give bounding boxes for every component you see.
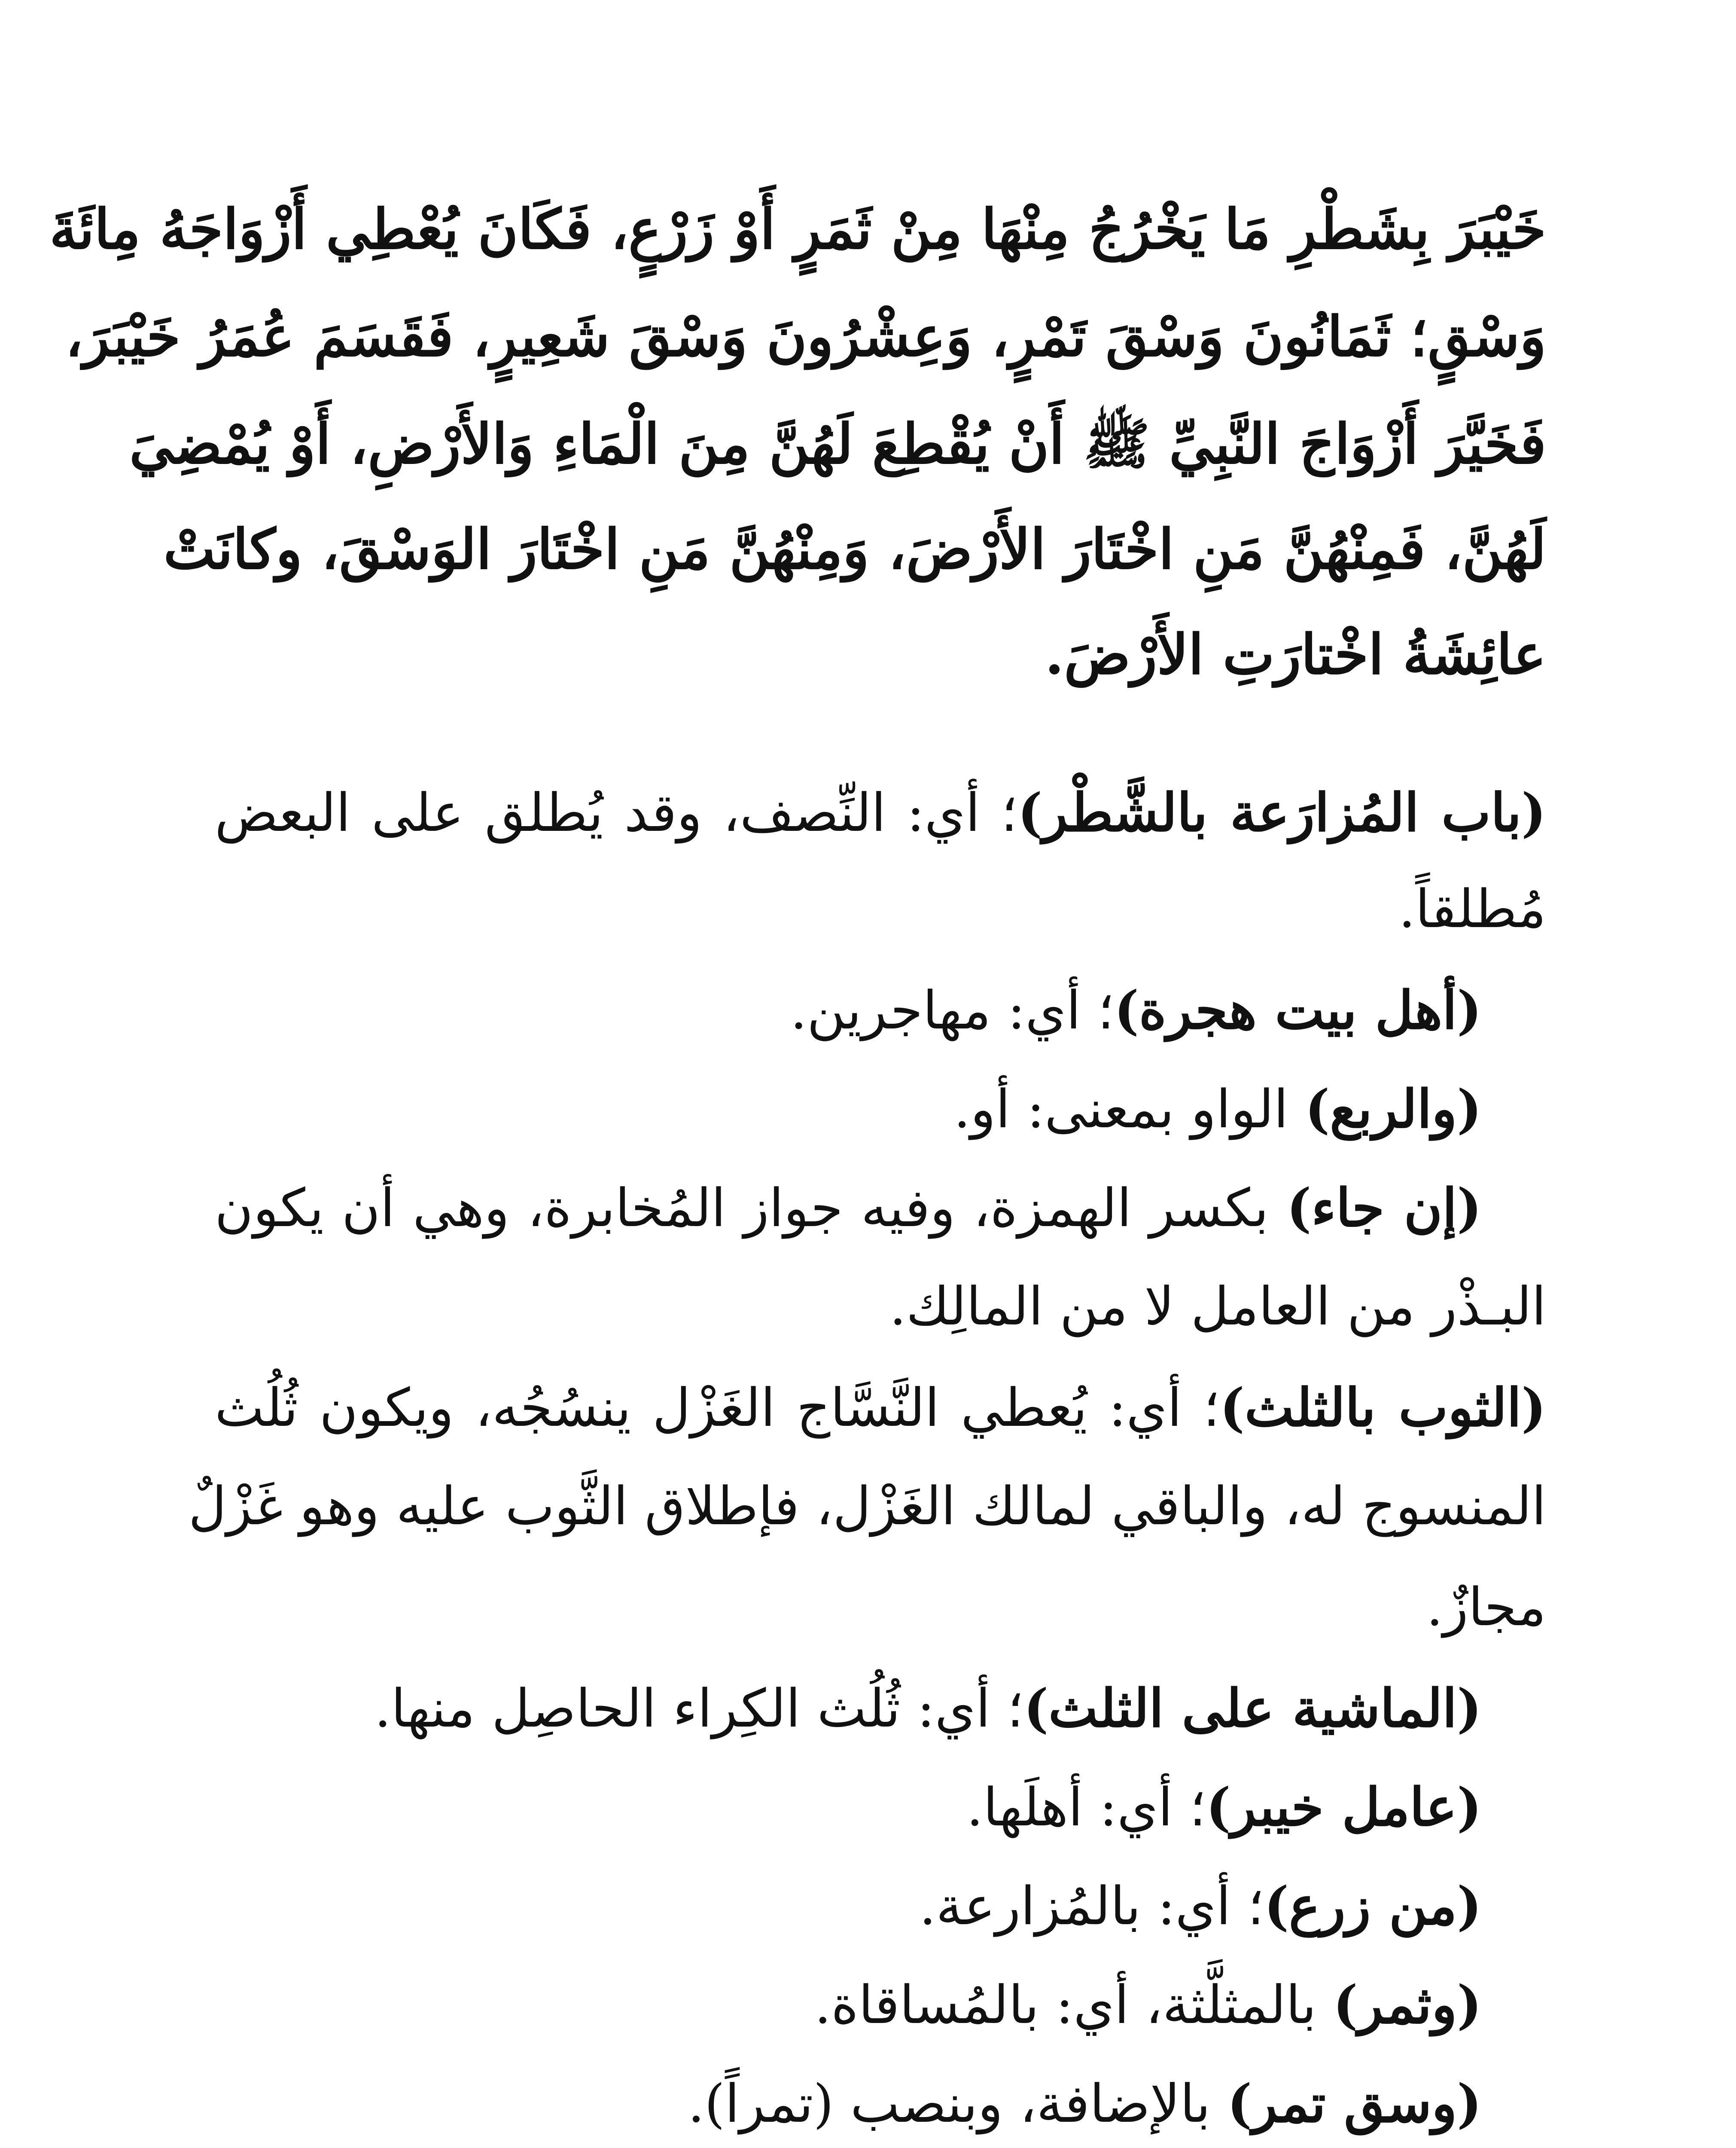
commentary-term: (أهل بيت هجرة) <box>1114 979 1482 1041</box>
commentary-text: بالإضافة، وبنصب (تمراً). <box>688 2073 1227 2134</box>
commentary-term: (الماشية على الثلث) <box>1023 1677 1482 1739</box>
commentary-text: ؛ أي: يُعطي النَّسَّاج الغَزْل ينسُجُه، ويكون ثُلُث <box>215 1377 1220 1438</box>
commentary-text: ؛ أي: بالمُزارعة. <box>919 1876 1264 1937</box>
commentary-text: بالمثلَّثة، أي: بالمُساقاة. <box>814 1974 1333 2035</box>
commentary-term: (عامل خيبر) <box>1206 1776 1482 1838</box>
commentary-line <box>215 1177 1546 1239</box>
commentary-line <box>215 1776 1546 1838</box>
commentary-term: (إن جاء) <box>1286 1177 1482 1239</box>
commentary-term: (من زرع) <box>1264 1875 1482 1937</box>
commentary-line <box>215 1875 1546 1937</box>
commentary-text: مُطلقاً. <box>1398 879 1546 940</box>
commentary-text: البـذْر من العامل لا من المالِك. <box>889 1276 1546 1337</box>
commentary-line <box>215 979 1546 1041</box>
hadith-line: فَخَيَّرَ أَزْوَاجَ النَّبِيِّ ﷺ أَنْ يُقْطِعَ لَهُنَّ مِنَ الْمَاءِ وَالأَرْضِ، أَوْ يُمْضِيَ <box>129 412 1546 476</box>
commentary-text: بكسر الهمزة، وفيه جواز المُخابرة، وهي أن يكون <box>215 1178 1287 1239</box>
hadith-line: لَهُنَّ، فَمِنْهُنَّ مَنِ اخْتَارَ الأَرْضَ، وَمِنْهُنَّ مَنِ اخْتَارَ الوَسْقَ، وكانَتْ <box>163 517 1546 582</box>
commentary-text: الواو بمعنى: أو. <box>953 1079 1305 1140</box>
commentary-term: (الثوب بالثلث) <box>1220 1376 1546 1438</box>
commentary-term: (والربع) <box>1305 1078 1482 1140</box>
commentary-text: مجازٌ. <box>1426 1577 1546 1638</box>
commentary-text: ؛ أي: النِّصف، وقد يُطلق على البعض <box>215 782 1018 843</box>
commentary-text: ؛ أي: أهلَها. <box>966 1777 1206 1838</box>
commentary-term: (وثمر) <box>1333 1974 1482 2035</box>
commentary-text: ؛ أي: ثُلُث الكِراء الحاصِل منها. <box>374 1678 1024 1739</box>
commentary-line <box>215 1376 1546 1438</box>
commentary-line <box>215 781 1546 843</box>
commentary-term: (وسق تمر) <box>1227 2072 1482 2134</box>
commentary-text: ؛ أي: مهاجرين. <box>790 980 1115 1041</box>
commentary-line <box>188 1476 1546 1537</box>
hadith-line: عائِشَةُ اخْتارَتِ الأَرْضَ. <box>1045 622 1546 687</box>
commentary-line <box>215 879 1546 940</box>
commentary-line <box>215 1577 1546 1638</box>
commentary-text: المنسوج له، والباقي لمالك الغَزْل، فإطلاق الثَّوب عليه وهو غَزْلٌ <box>188 1476 1546 1537</box>
commentary-line <box>215 2072 1546 2134</box>
commentary-term: (باب المُزارَعة بالشَّطْر) <box>1017 781 1546 843</box>
commentary-line <box>215 1974 1546 2035</box>
hadith-line: وَسْقٍ؛ ثَمَانُونَ وَسْقَ تَمْرٍ، وَعِشْرُونَ وَسْقَ شَعِيرٍ، فَقَسَمَ عُمَرُ خَيْبَرَ، <box>65 305 1546 369</box>
hadith-line: خَيْبَرَ بِشَطْرِ مَا يَخْرُجُ مِنْهَا مِنْ ثَمَرٍ أَوْ زَرْعٍ، فَكَانَ يُعْطِي أَزْوَاجَهُ مِائَةَ <box>49 197 1546 262</box>
commentary-line <box>215 1677 1546 1739</box>
commentary-line <box>215 1078 1546 1140</box>
commentary-line <box>215 1276 1546 1337</box>
